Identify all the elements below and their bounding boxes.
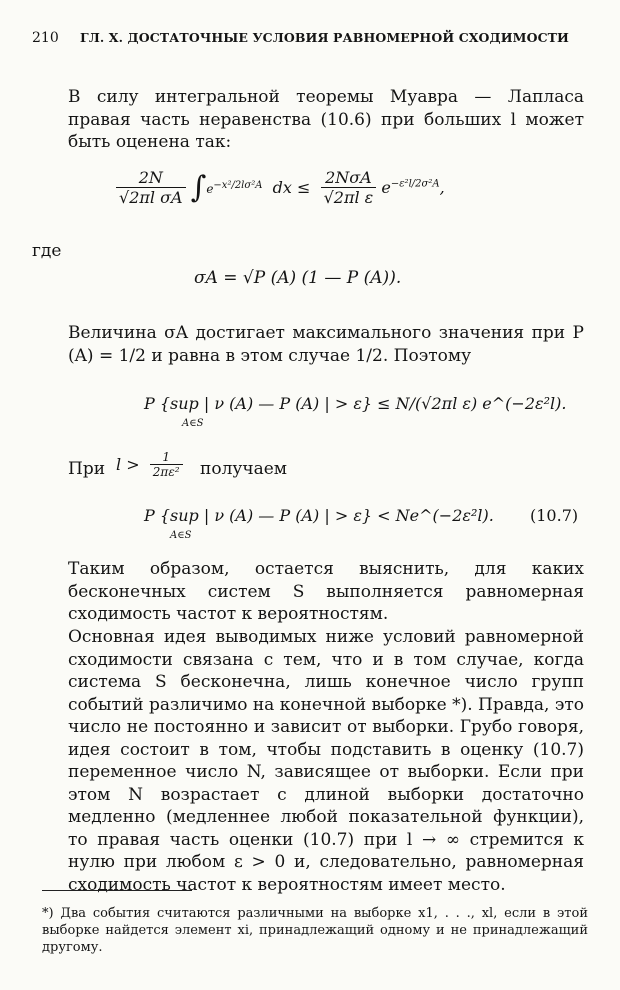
equation-10-7-body: P {sup | ν (A) — P (A) | > ε} < Ne^(−2ε²l). [144, 506, 494, 525]
equation-10-7 [144, 506, 584, 525]
eq1-rhs-denominator: √2πl ε [323, 188, 374, 207]
eq1-lhs-denominator: √2πl σA [119, 188, 183, 207]
paragraph-2: Величина σA достигает максимального значения при P (A) = 1/2 и равна в этом случае 1/2. Поэтому [68, 323, 584, 366]
paragraph-4: Таким образом, остается выяснить, для каких бесконечных систем S выполняется равномерная сходимость частот к вероятностям. [68, 559, 584, 624]
sigma-definition: σA = √P (A) (1 — P (A)). [194, 268, 402, 288]
footnote-rule [42, 890, 192, 891]
eq1-rhs-numerator: 2NσA [321, 168, 377, 188]
eq1-lhs-numerator: 2N [116, 168, 186, 188]
p3-prefix: При [68, 459, 106, 479]
equation-integral-estimate: $\frac{2N}{\text{√2πl σA}}$ $\int e^{-x^2/2l\sigma^2A}$ dx ≤ $\frac{\text{2NσA}}{\text{√2πl ε}}$ $e^{-\varepsilon^2l/2\sigma^2A}$, [116, 168, 445, 207]
equation-bound-sup: P {sup | ν (A) — P (A) | > ε} ≤ N/(√2πl ε) e^(−2ε²l). [144, 394, 567, 413]
sup-subscript-2: A∈S [170, 530, 192, 541]
footnote: *) Два события считаются различными на выборке x1, . . ., xl, если в этой выборке найдется элемент xi, принадлежащий одному и не принадлежащий другому. [42, 906, 588, 955]
condition-l: l > $\frac{1}{\text{2πε²}}$ [116, 450, 183, 479]
condition-denominator: 2πε² [152, 465, 180, 479]
p3-suffix: получаем [200, 459, 288, 479]
equation-number: (10.7) [530, 506, 579, 525]
sup-subscript-1: A∈S [182, 418, 204, 429]
paragraph-1: В силу интегральной теоремы Муавра — Лапласа правая часть неравенства (10.6) при больших l может быть оценена так: [68, 87, 584, 152]
paragraph-5: Основная идея выводимых ниже условий равномерной сходимости связана с тем, что и в том случае, когда система S бесконечна, лишь конечное число групп событий различимо на конечной выборке *). Правда, это число не постоянно и зависит от выборки. Грубо говоря, идея состоит в том, чтобы подставить в оценку (10.7) переменное число N, зависящее от выборки. Если при этом N возрастает с длиной выборки достаточно медленно (медленнее любой показательной функции), то правая часть оценки (10.7) при l → ∞ стремится к нулю при любом ε > 0 и, следовательно, равномерная сходимость частот к вероятностям имеет место. [68, 627, 584, 895]
condition-numerator: 1 [150, 450, 183, 465]
running-title: ГЛ. X. ДОСТАТОЧНЫЕ УСЛОВИЯ РАВНОМЕРНОЙ СХОДИМОСТИ [80, 30, 569, 45]
where-label: где [32, 241, 62, 261]
page-number: 210 [32, 30, 59, 46]
page-header [32, 30, 584, 52]
